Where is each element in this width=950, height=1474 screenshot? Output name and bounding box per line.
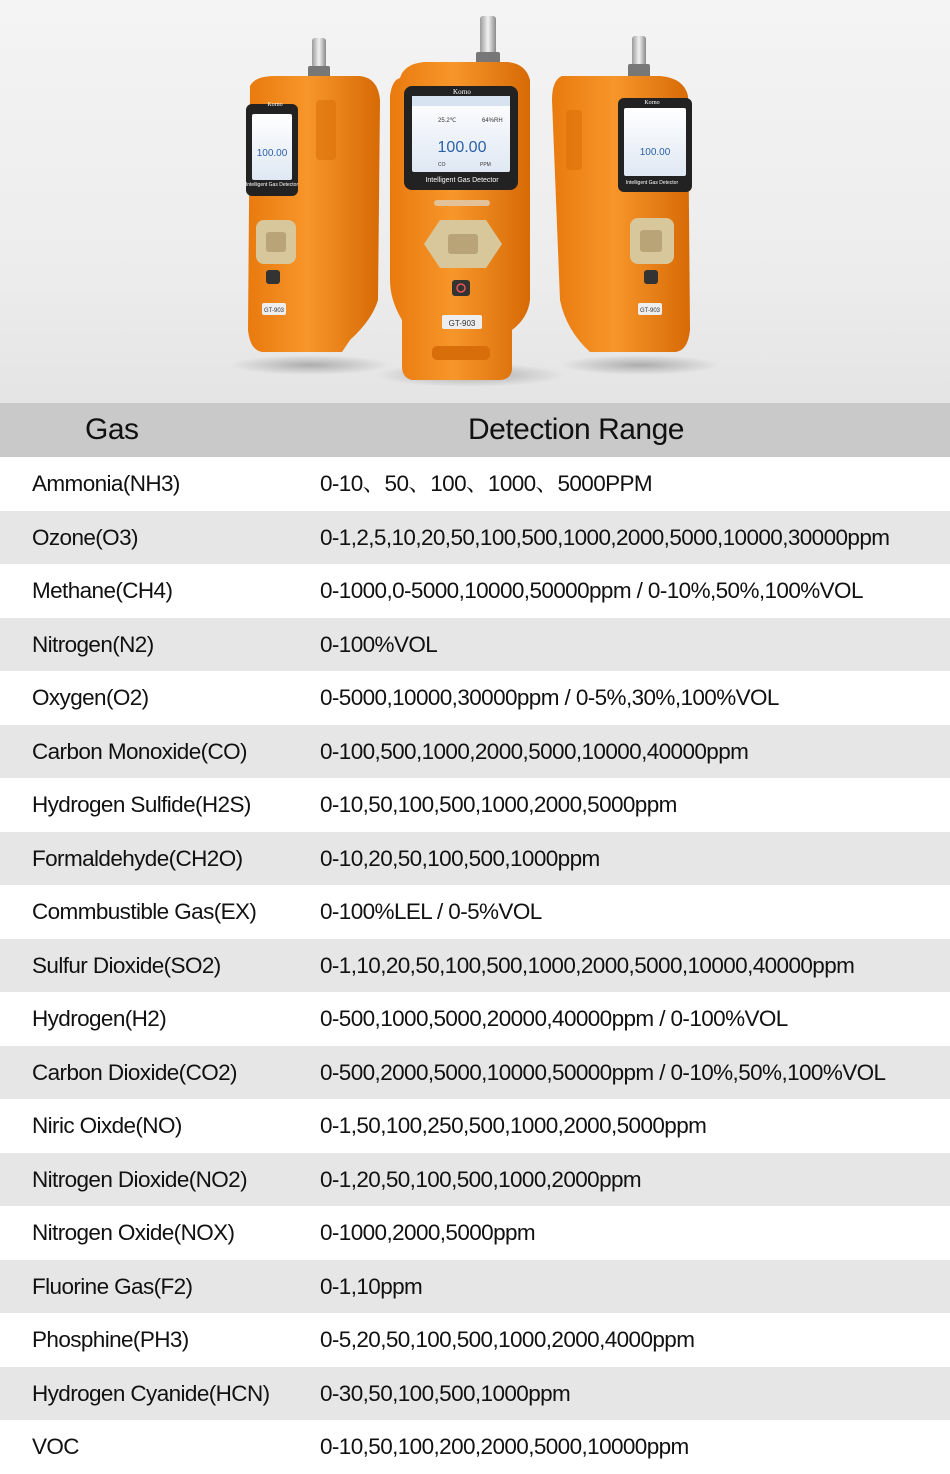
svg-text:100.00: 100.00 (437, 139, 487, 156)
table-row (0, 1153, 950, 1207)
range-cell: 0-1,50,100,250,500,1000,2000,5000ppm (320, 1113, 707, 1138)
range-cell: 0-5,20,50,100,500,1000,2000,4000ppm (320, 1327, 695, 1352)
range-cell: 0-10,50,100,500,1000,2000,5000ppm (320, 792, 677, 817)
svg-text:PPM: PPM (480, 162, 491, 168)
range-cell: 0-1,10,20,50,100,500,1000,2000,5000,10000,40000ppm (320, 952, 855, 978)
gas-cell: Carbon Monoxide(CO) (32, 738, 247, 764)
svg-text:Intelligent Gas Detector: Intelligent Gas Detector (245, 182, 299, 188)
table-row (0, 1420, 950, 1474)
table-row (0, 939, 950, 993)
table-row (0, 1367, 950, 1421)
table-row (0, 832, 950, 886)
table-header (0, 403, 950, 457)
range-cell: 0-1,10ppm (320, 1273, 423, 1299)
range-cell: 0-500,1000,5000,20000,40000ppm / 0-100%VOL (320, 1006, 788, 1031)
svg-text:Korno: Korno (644, 100, 660, 106)
header-detection-range: Detection Range (468, 413, 684, 446)
table-row (0, 1260, 950, 1314)
range-cell: 0-500,2000,5000,10000,50000ppm / 0-10%,50%,100%VOL (320, 1059, 886, 1085)
gas-cell: Nitrogen Oxide(NOX) (32, 1220, 235, 1245)
table-row (0, 457, 950, 511)
gas-cell: Niric Oixde(NO) (32, 1113, 182, 1138)
table-row (0, 671, 950, 725)
gas-cell: Nitrogen Dioxide(NO2) (32, 1166, 247, 1192)
gas-cell: VOC (32, 1434, 79, 1459)
range-cell: 0-10、50、100、1000、5000PPM (320, 471, 653, 496)
range-cell: 0-100,500,1000,2000,5000,10000,40000ppm (320, 738, 749, 764)
table-row (0, 618, 950, 672)
gas-cell: Fluorine Gas(F2) (32, 1273, 193, 1299)
gas-cell: Ammonia(NH3) (32, 471, 180, 496)
svg-text:CO: CO (438, 162, 446, 168)
gas-range-table (0, 403, 950, 1474)
table-row (0, 725, 950, 779)
product-photo (0, 0, 950, 403)
range-cell: 0-10,50,100,200,2000,5000,10000ppm (320, 1434, 689, 1459)
range-cell: 0-1000,0-5000,10000,50000ppm / 0-10%,50%,100%VOL (320, 578, 863, 603)
svg-text:Korno: Korno (453, 88, 471, 96)
gas-cell: Phosphine(PH3) (32, 1327, 189, 1352)
gas-cell: Hydrogen Sulfide(H2S) (32, 792, 251, 817)
gas-cell: Oxygen(O2) (32, 685, 149, 710)
table-row (0, 885, 950, 939)
range-cell: 0-30,50,100,500,1000ppm (320, 1380, 571, 1406)
svg-text:GT-903: GT-903 (639, 308, 661, 314)
table-row (0, 511, 950, 565)
gas-cell: Ozone(O3) (32, 524, 138, 550)
range-cell: 0-1000,2000,5000ppm (320, 1220, 536, 1245)
gas-cell: Commbustible Gas(EX) (32, 899, 257, 924)
table-row (0, 778, 950, 832)
table-body (0, 457, 950, 1474)
gas-detectors-illustration (0, 0, 950, 403)
center-device (390, 16, 530, 380)
svg-text:64%RH: 64%RH (482, 118, 503, 124)
right-device (552, 36, 692, 352)
range-cell: 0-1,2,5,10,20,50,100,500,1000,2000,5000,10000,30000ppm (320, 524, 890, 550)
table-row (0, 1046, 950, 1100)
left-device (246, 38, 380, 352)
table-row (0, 1206, 950, 1260)
svg-text:Korno: Korno (267, 102, 283, 108)
svg-text:25.2℃: 25.2℃ (438, 118, 457, 124)
gas-cell: Hydrogen Cyanide(HCN) (32, 1380, 270, 1406)
range-cell: 0-1,20,50,100,500,1000,2000ppm (320, 1166, 642, 1192)
table-row (0, 1313, 950, 1367)
table-row (0, 564, 950, 618)
svg-text:Intelligent Gas Detector: Intelligent Gas Detector (425, 177, 499, 184)
header-gas: Gas (85, 413, 139, 446)
gas-cell: Hydrogen(H2) (32, 1006, 167, 1031)
gas-cell: Sulfur Dioxide(SO2) (32, 952, 221, 978)
svg-text:100.00: 100.00 (639, 147, 671, 158)
svg-text:GT-903: GT-903 (263, 308, 285, 314)
gas-cell: Methane(CH4) (32, 578, 173, 603)
range-cell: 0-5000,10000,30000ppm / 0-5%,30%,100%VOL (320, 685, 779, 710)
gas-cell: Nitrogen(N2) (32, 631, 154, 657)
svg-text:Intelligent Gas Detector: Intelligent Gas Detector (625, 180, 679, 186)
range-cell: 0-10,20,50,100,500,1000ppm (320, 845, 600, 871)
svg-text:GT-903: GT-903 (448, 319, 476, 328)
range-cell: 0-100%VOL (320, 631, 438, 657)
gas-cell: Formaldehyde(CH2O) (32, 845, 243, 871)
range-cell: 0-100%LEL / 0-5%VOL (320, 899, 542, 924)
svg-text:100.00: 100.00 (256, 148, 288, 159)
table-row (0, 992, 950, 1046)
table-row (0, 1099, 950, 1153)
gas-cell: Carbon Dioxide(CO2) (32, 1059, 237, 1085)
